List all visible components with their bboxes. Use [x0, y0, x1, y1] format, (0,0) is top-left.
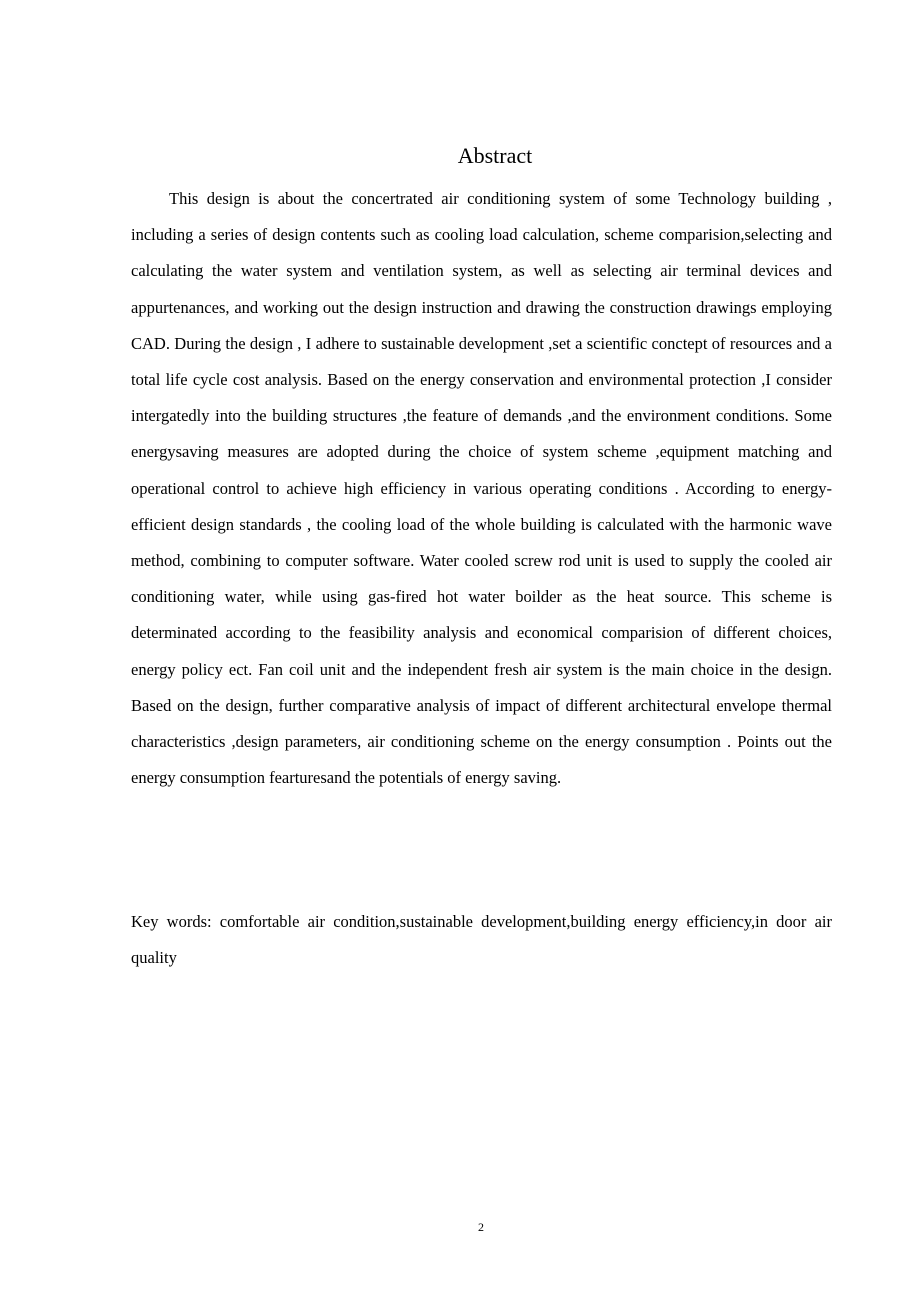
keywords-paragraph: Key words: comfortable air condition,sustainable development,building energy efficiency,in door air quality	[131, 912, 832, 968]
page-number: 2	[478, 1220, 484, 1234]
abstract-title: Abstract	[457, 143, 533, 168]
abstract-body: This design is about the concertrated air conditioning system of some Technology building , including a series of design contents such as cooling load calculation, scheme comparision,selecting and calculating the water system and ventilation system, as well as selecting air terminal devices and appurtenances, and working out the design instruction and drawing the construction drawings employing CAD. During the design , I adhere to sustainable development ,set a scientific conctept of resources and a total life cycle cost analysis. Based on the energy conservation and environmental protection ,I consider intergatedly into the building structures ,the feature of demands ,and the environment conditions. Some energysaving measures are adopted during the choice of system scheme ,equipment matching and operational control to achieve high efficiency in various operating conditions . According to energy-efficient design standards , the cooling load of the whole building is calculated with the harmonic wave method, combining to computer software. Water cooled screw rod unit is used to supply the cooled air conditioning water, while using gas-fired hot water boilder as the heat source. This scheme is determinated according to the feasibility analysis and economical comparision of different choices, energy policy ect. Fan coil unit and the independent fresh air system is the main choice in the design. Based on the design, further comparative analysis of impact of different architectural envelope thermal characteristics ,design parameters, air conditioning scheme on the energy consumption . Points out the energy consumption fearturesand the potentials of energy saving.	[131, 189, 832, 788]
